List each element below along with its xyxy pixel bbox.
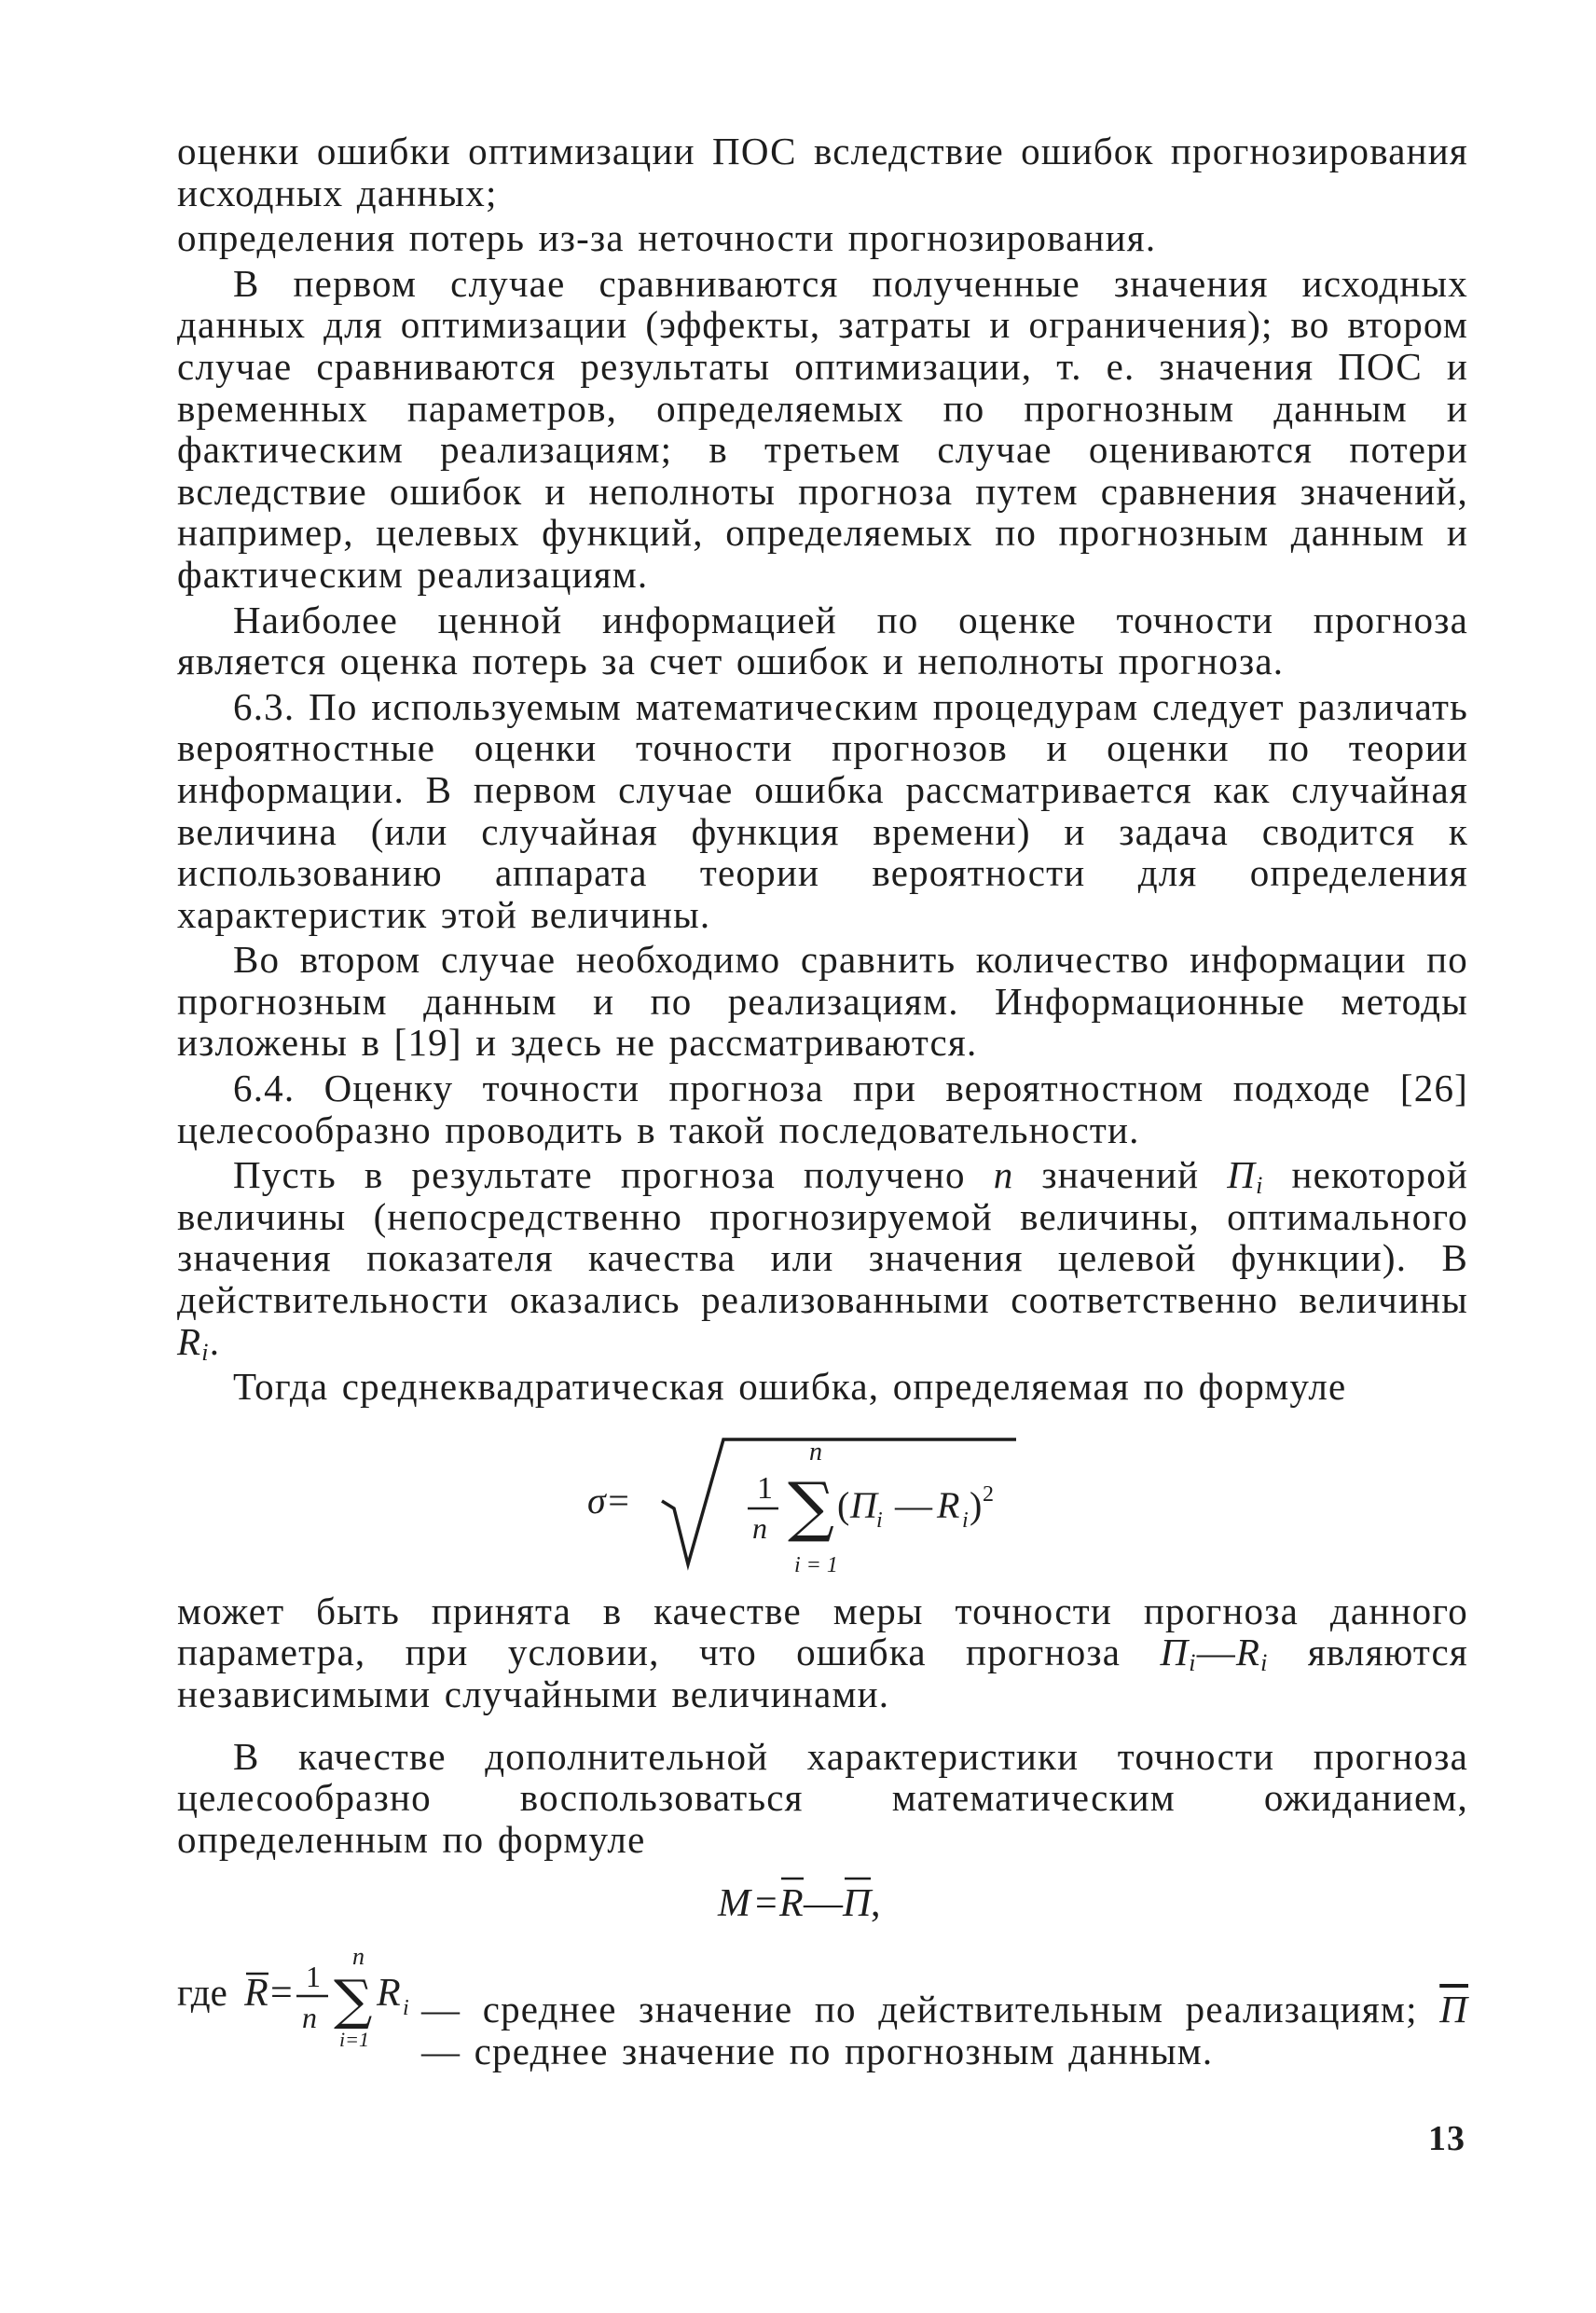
formula-M (177, 1860, 1468, 1938)
sigma-sum-sign: ∑ (788, 1467, 834, 1545)
p10-R: R (1235, 1631, 1261, 1674)
sigma-P: П (850, 1483, 877, 1526)
p10-text-b: являются независимыми случайными величинами. (177, 1631, 1468, 1715)
paragraph-1: оценки ошибки оптимизации ПОС вследствие ошибок прогнозирования исходных данных; (177, 130, 1468, 214)
p12-Pbar: П (1439, 1988, 1469, 2031)
p8-P: П (1227, 1153, 1257, 1197)
sigma-sum-bottom: i = 1 (794, 1552, 838, 1577)
M-symbol: M (718, 1882, 750, 1926)
p8-i: i (1256, 1172, 1264, 1200)
paragraph-4: Наиболее ценной информацией по оценке точности прогноза является оценка потерь за счет ошибок и неполноты прогноза. (177, 598, 1468, 683)
sigma-sub-i: i (876, 1508, 883, 1533)
sigma-sup2: 2 (983, 1481, 994, 1507)
Rbar-sum-top: n (352, 1946, 365, 1971)
Rbar-sub-i: i (403, 1996, 409, 2021)
where-word: где (177, 1971, 227, 2015)
formula-sigma (177, 1408, 1468, 1590)
p10-i: i (1189, 1649, 1197, 1677)
paragraph-6: Во втором случае необходимо сравнить количество информации по прогнозным данным и по реализациям. Информационные методы изложены в [19] и здесь не рассматриваются. (177, 938, 1468, 1065)
formula-Rbar-expr (244, 1946, 468, 2048)
sigma-one: 1 (757, 1470, 773, 1506)
Rbar-eq: = (270, 1972, 293, 2016)
paragraph-11: В качестве дополнительной характеристики точности прогноза целесообразно воспользоваться математическим ожиданием, определенным по формуле (177, 1734, 1468, 1861)
p8-n: n (993, 1153, 1014, 1197)
paragraph-10 (177, 1590, 1468, 1715)
paragraph-3: В первом случае сравниваются полученные значения исходных данных для оптимизации (эффекты, затраты и ограничения); во втором случае сравниваются результаты оптимизации, т. е. значения ПОС и временных параметров, определяемых по прогнозным данным и фактическим реализациям; в третьем случае оцениваются потери вследствие ошибок и неполноты прогноза путем сравнения значений, например, целевых функций, определяемых по прогнозным данным и фактическим реализациям. (177, 261, 1468, 596)
Rbar-one: 1 (306, 1960, 321, 1994)
document-page (177, 131, 1468, 2072)
p10-text-a: может быть принята в качестве меры точности прогноза данного параметра, при условии, что ошибка прогноза (177, 1589, 1468, 1674)
sigma-paren-open: ( (837, 1483, 850, 1526)
page-number: 13 (1428, 2119, 1465, 2158)
p8-R: R (177, 1319, 202, 1363)
p8-text-a: Пусть в результате прогноза получено (233, 1153, 966, 1197)
Rbar-Ri: R (377, 1972, 401, 2016)
p10-P: П (1160, 1631, 1190, 1674)
paragraph-9: Тогда среднеквадратическая ошибка, определяемая по формуле (233, 1365, 1347, 1409)
p8-i2: i (201, 1338, 210, 1366)
sigma-lhs: σ= (587, 1479, 631, 1521)
M-P: П (843, 1882, 872, 1926)
Rbar-n-den: n (302, 2001, 317, 2035)
Rbar-R: R (244, 1972, 268, 2016)
sigma-sum-top: n (809, 1437, 822, 1466)
M-comma: , (871, 1882, 881, 1926)
sigma-minus: — (895, 1483, 932, 1526)
sigma-R: R (937, 1483, 960, 1526)
paragraph-2: определения потерь из-за неточности прогнозирования. (177, 216, 1157, 260)
p8-text-b: значений (1041, 1153, 1200, 1197)
p10-i2: i (1260, 1649, 1269, 1677)
rbar-line (177, 1946, 1468, 2048)
p12-text-c: — среднее значение по прогнозным данным. (421, 2029, 1214, 2072)
p8-end: . (209, 1319, 221, 1363)
p12-text-b: — среднее значение по действительным реализациям; (421, 1988, 1418, 2031)
p8-text-c: некоторой величины (непосредственно прогнозируемой величины, оптимального значения показателя качества или значения целевой функции). В действительности оказались реализованными соответственно величины (177, 1153, 1469, 1322)
M-R: R (779, 1882, 804, 1926)
sigma-sub-i2: i (962, 1508, 969, 1533)
M-dash: — (804, 1882, 843, 1926)
Rbar-sum-bottom: i=1 (339, 2028, 369, 2049)
Rbar-sum-sign: ∑ (334, 1968, 373, 2032)
paragraph-5: 6.3. По используемым математическим процедурам следует различать вероятностные оценки точности прогнозов и оценки по теории информации. В первом случае ошибка рассматривается как случайная величина (или случайная функция времени) и задача сводится к использованию аппарата теории вероятности для определения характеристик этой величины. (177, 684, 1468, 936)
paragraph-8 (177, 1153, 1469, 1366)
sigma-paren-close: ) (970, 1483, 983, 1526)
M-eq: = (755, 1882, 777, 1926)
sigma-n-den: n (752, 1510, 767, 1545)
paragraph-7: 6.4. Оценку точности прогноза при вероятностном подходе [26] целесообразно проводить в такой последовательности. (177, 1067, 1468, 1151)
p10-dash: — (1196, 1631, 1236, 1674)
